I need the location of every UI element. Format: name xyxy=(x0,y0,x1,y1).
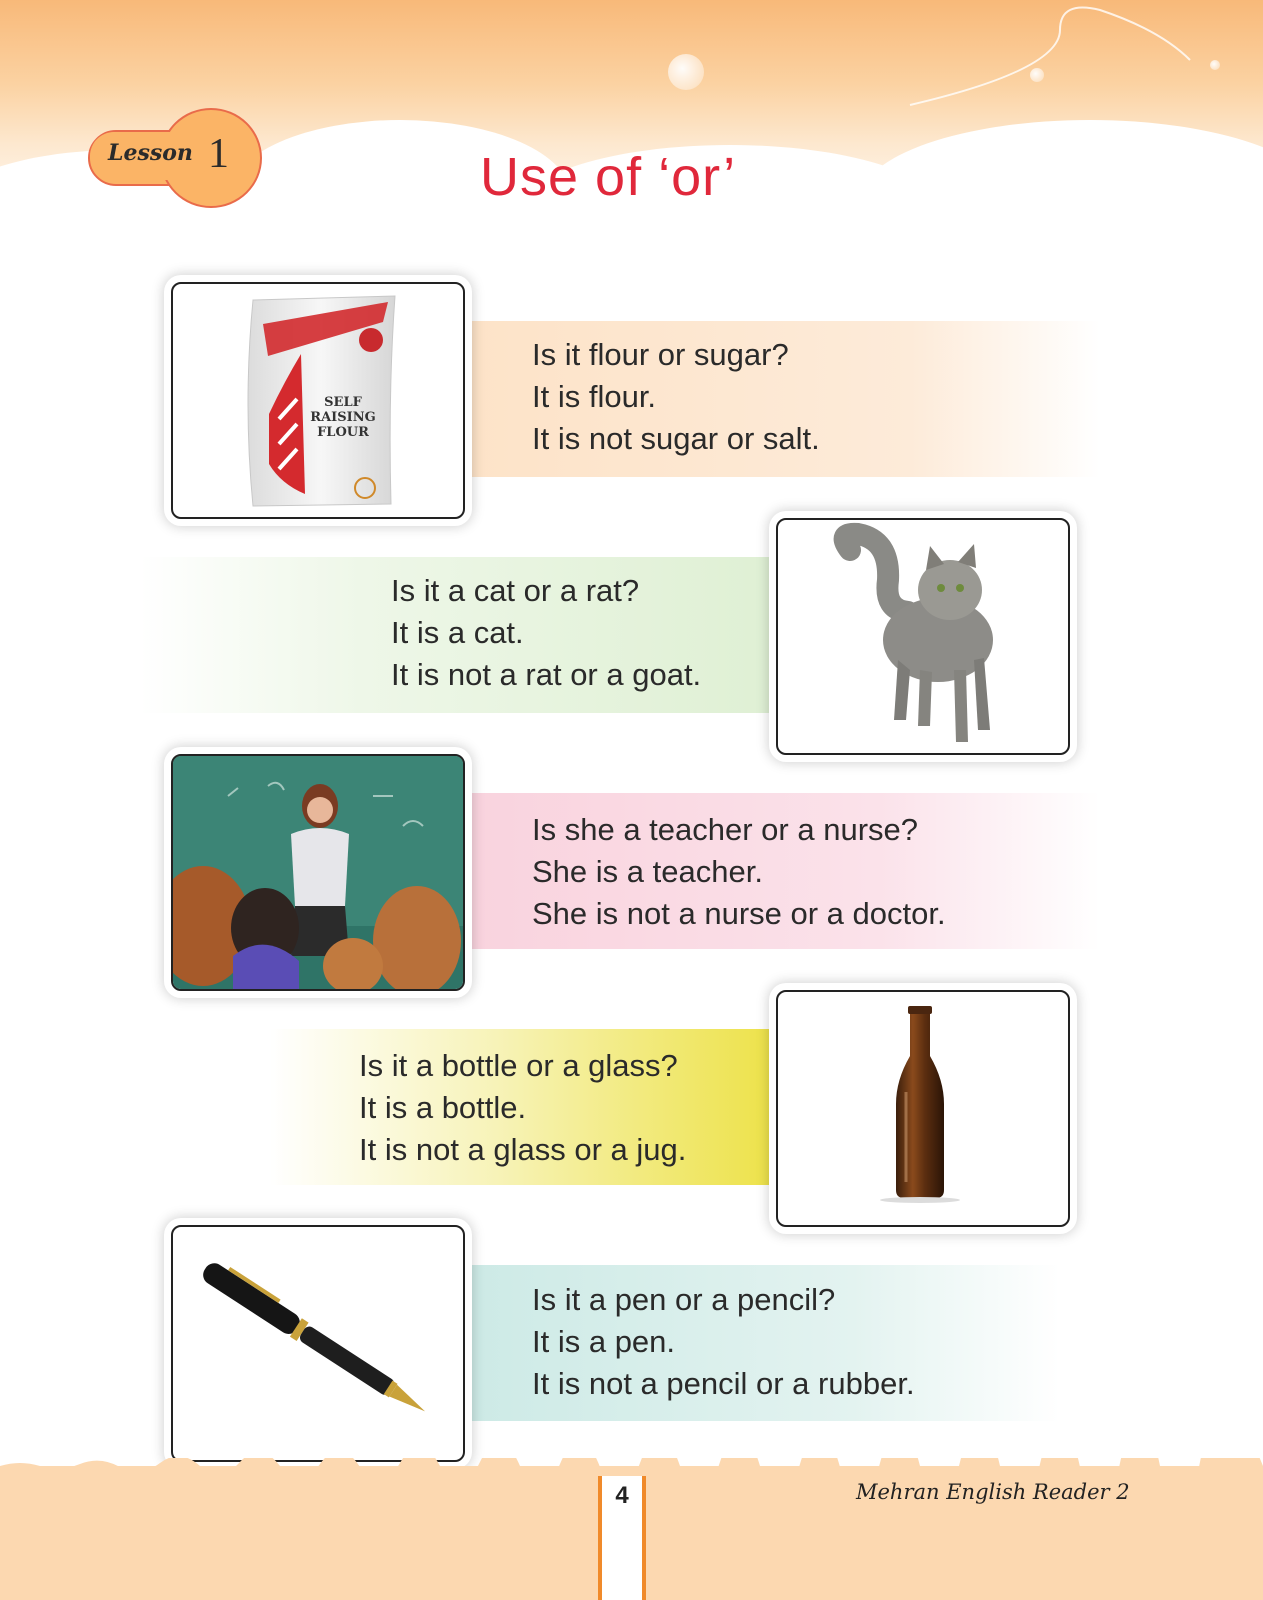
sentence-line: It is not sugar or salt. xyxy=(532,421,820,456)
sentence-line: It is not a rat or a goat. xyxy=(391,657,702,692)
package-text-line: FLOUR xyxy=(317,425,369,440)
sentence-line: She is a teacher. xyxy=(532,854,763,889)
page-number-tab xyxy=(598,1476,646,1600)
sentence-line: It is a bottle. xyxy=(359,1090,527,1125)
page-number: 4 xyxy=(615,1482,629,1509)
sentence-line: It is not a glass or a jug. xyxy=(359,1132,687,1167)
lesson-number: 1 xyxy=(208,131,229,177)
package-text-line: RAISING xyxy=(310,410,376,425)
sentence-line: It is a pen. xyxy=(532,1324,676,1359)
sentence-group-teacher xyxy=(532,809,946,935)
page-title: Use of ‘or’ xyxy=(480,147,737,207)
swoosh-decoration xyxy=(900,0,1200,110)
lesson-badge xyxy=(88,108,260,206)
sentence-group-pen xyxy=(532,1279,915,1405)
sentence-line: Is it flour or sugar? xyxy=(532,337,789,372)
book-title: Mehran English Reader 2 xyxy=(856,1480,1130,1504)
fountain-pen-image xyxy=(173,1227,463,1460)
flour-bag-image xyxy=(173,284,463,517)
bottle-image xyxy=(778,992,1068,1225)
image-frame-pen xyxy=(171,1225,465,1462)
sentence-line: Is it a bottle or a glass? xyxy=(359,1048,678,1083)
sentence-line: Is she a teacher or a nurse? xyxy=(532,812,919,847)
image-frame-flour xyxy=(171,282,465,519)
lesson-label: Lesson xyxy=(108,140,193,166)
sentence-group-bottle xyxy=(359,1045,686,1171)
sentence-line: It is not a pencil or a rubber. xyxy=(532,1366,915,1401)
image-frame-cat xyxy=(776,518,1070,755)
sentence-line: Is it a pen or a pencil? xyxy=(532,1282,836,1317)
sentence-line: It is a cat. xyxy=(391,615,524,650)
package-text-line: SELF xyxy=(324,395,362,410)
sentence-line: Is it a cat or a rat? xyxy=(391,573,640,608)
sentence-line: It is flour. xyxy=(532,379,657,414)
teacher-classroom-image xyxy=(173,756,463,989)
image-frame-bottle xyxy=(776,990,1070,1227)
sentence-group-cat xyxy=(391,570,701,696)
sentence-line: She is not a nurse or a doctor. xyxy=(532,896,946,931)
cat-image xyxy=(778,520,1068,753)
image-frame-teacher xyxy=(171,754,465,991)
sentence-group-flour xyxy=(532,334,820,460)
